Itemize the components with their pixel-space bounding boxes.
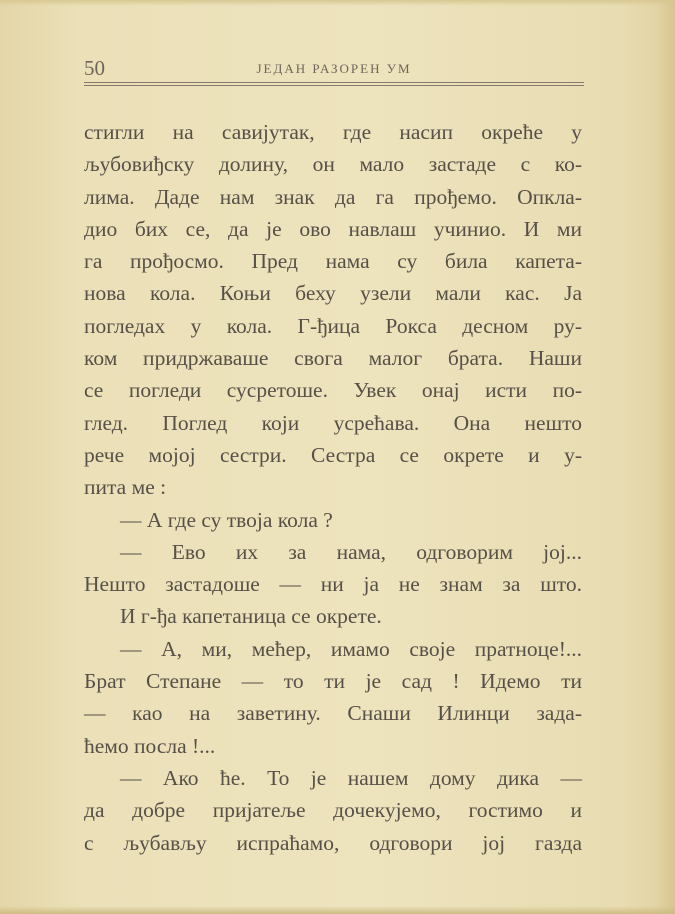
text-line: Нешто застадоше — ни ја не знам за што.	[84, 572, 582, 597]
running-title: ЈЕДАН РАЗОРЕН УМ	[256, 61, 412, 76]
text-line: И г-ђа капетаница се окрете.	[120, 604, 382, 629]
text-line: пита ме :	[84, 475, 167, 500]
header-rule	[84, 82, 584, 86]
text-line: Брат Степане — то ти је сад ! Идемо ти	[84, 669, 582, 694]
text-line: љубовиђску долину, он мало застаде с ко-	[84, 152, 582, 177]
text-line: ком придржаваше свога малог брата. Наши	[84, 346, 582, 371]
page-top-edge	[0, 0, 675, 6]
page-number: 50	[84, 56, 105, 80]
text-line: рече мојој сестри. Сестра се окрете и у-	[84, 442, 582, 467]
text-line: нова кола. Коњи беху узели мали кас. Ја	[84, 281, 582, 306]
text-line: стигли на савијутак, где насип окреће у	[84, 120, 582, 144]
text-line: лима. Даде нам знак да га прођемо. Опкла-	[84, 184, 582, 209]
text-line: се погледи сусретоше. Увек онај исти по-	[84, 378, 582, 403]
text-line: глед. Поглед који усрећава. Она нешто	[84, 410, 582, 435]
body-text	[84, 116, 582, 859]
page-right-edge	[657, 0, 675, 914]
text-line: с љубављу испраћамо, одговори јој газда	[84, 830, 582, 855]
text-line: — Ако ће. То је нашем дому дика —	[120, 765, 582, 790]
text-line: — Ево их за нама, одговорим јој...	[120, 539, 582, 564]
text-line: — А где су твоја кола ?	[120, 507, 333, 532]
text-line: дио бих се, да је ово навлаш учинио. И ми	[84, 216, 582, 241]
text-line: га прођосмо. Пред нама су била капета-	[84, 249, 582, 274]
text-line: ћемо посла !...	[84, 733, 216, 758]
text-line: — А, ми, мећер, имамо своје пратноце!...	[120, 636, 582, 661]
page-header	[84, 56, 584, 82]
page-bottom-edge	[0, 906, 675, 914]
text-line: да добре пријатеље дочекујемо, гостимо и	[84, 798, 582, 823]
text-line: погледах у кола. Г-ђица Рокса десном ру-	[84, 313, 582, 338]
text-line: — као на заветину. Снаши Илинци зада-	[84, 701, 582, 726]
